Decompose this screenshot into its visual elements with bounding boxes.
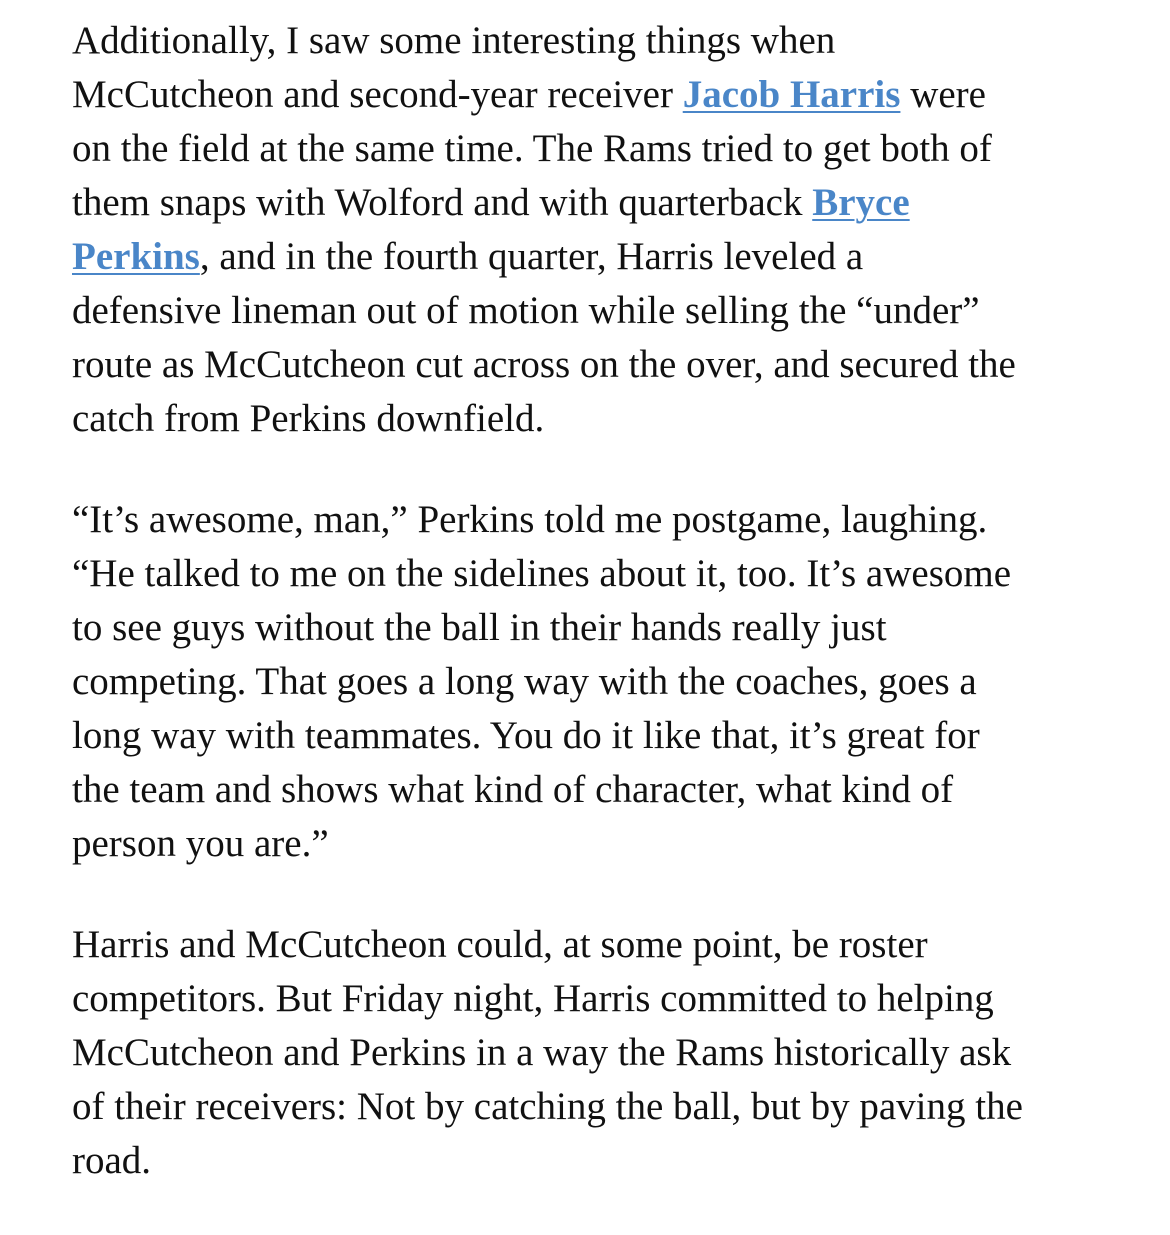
- text-line: [72, 709, 1112, 763]
- text-segment: on the field at the same time. The Rams tried to get both of: [72, 127, 992, 170]
- text-segment: “He talked to me on the sidelines about it, too. It’s awesome: [72, 552, 1012, 595]
- article-body: [72, 14, 1112, 1235]
- text-line: [72, 338, 1112, 392]
- text-segment: route as McCutcheon cut across on the over, and secured the: [72, 343, 1016, 386]
- text-segment: McCutcheon and second-year receiver: [72, 73, 683, 116]
- text-segment: “It’s awesome, man,” Perkins told me postgame, laughing.: [72, 498, 988, 541]
- player-link[interactable]: Jacob Harris: [682, 73, 901, 116]
- text-line: [72, 1026, 1112, 1080]
- text-segment: Harris and McCutcheon could, at some point, be roster: [72, 923, 928, 966]
- article-paragraph: [72, 493, 1112, 871]
- text-line: [72, 601, 1112, 655]
- text-segment: person you are.”: [72, 822, 329, 865]
- text-line: [72, 1080, 1112, 1134]
- text-line: [72, 1134, 1112, 1188]
- text-segment: to see guys without the ball in their hands really just: [72, 606, 887, 649]
- text-segment: competing. That goes a long way with the coaches, goes a: [72, 660, 977, 703]
- article-paragraph: [72, 14, 1112, 446]
- text-segment: were: [900, 73, 986, 116]
- text-line: [72, 230, 1112, 284]
- text-line: [72, 176, 1112, 230]
- text-segment: , and in the fourth quarter, Harris leveled a: [199, 235, 864, 278]
- text-segment: McCutcheon and Perkins in a way the Rams historically ask: [72, 1031, 1012, 1074]
- text-line: [72, 547, 1112, 601]
- text-line: [72, 14, 1112, 68]
- text-line: [72, 972, 1112, 1026]
- text-line: [72, 763, 1112, 817]
- text-segment: catch from Perkins downfield.: [72, 397, 545, 440]
- text-line: [72, 817, 1112, 871]
- text-segment: road.: [72, 1139, 152, 1182]
- text-line: [72, 68, 1112, 122]
- player-link[interactable]: Bryce: [812, 181, 910, 224]
- text-line: [72, 655, 1112, 709]
- text-segment: Additionally, I saw some interesting things when: [72, 19, 836, 62]
- article-paragraph: [72, 918, 1112, 1188]
- text-line: [72, 392, 1112, 446]
- player-link[interactable]: Perkins: [72, 235, 200, 278]
- text-line: [72, 493, 1112, 547]
- text-segment: competitors. But Friday night, Harris committed to helping: [72, 977, 994, 1020]
- text-segment: defensive lineman out of motion while selling the “under”: [72, 289, 980, 332]
- text-segment: the team and shows what kind of character, what kind of: [72, 768, 954, 811]
- text-segment: long way with teammates. You do it like that, it’s great for: [72, 714, 980, 757]
- text-line: [72, 918, 1112, 972]
- text-segment: them snaps with Wolford and with quarterback: [72, 181, 813, 224]
- text-line: [72, 284, 1112, 338]
- text-line: [72, 122, 1112, 176]
- text-segment: of their receivers: Not by catching the ball, but by paving the: [72, 1085, 1023, 1128]
